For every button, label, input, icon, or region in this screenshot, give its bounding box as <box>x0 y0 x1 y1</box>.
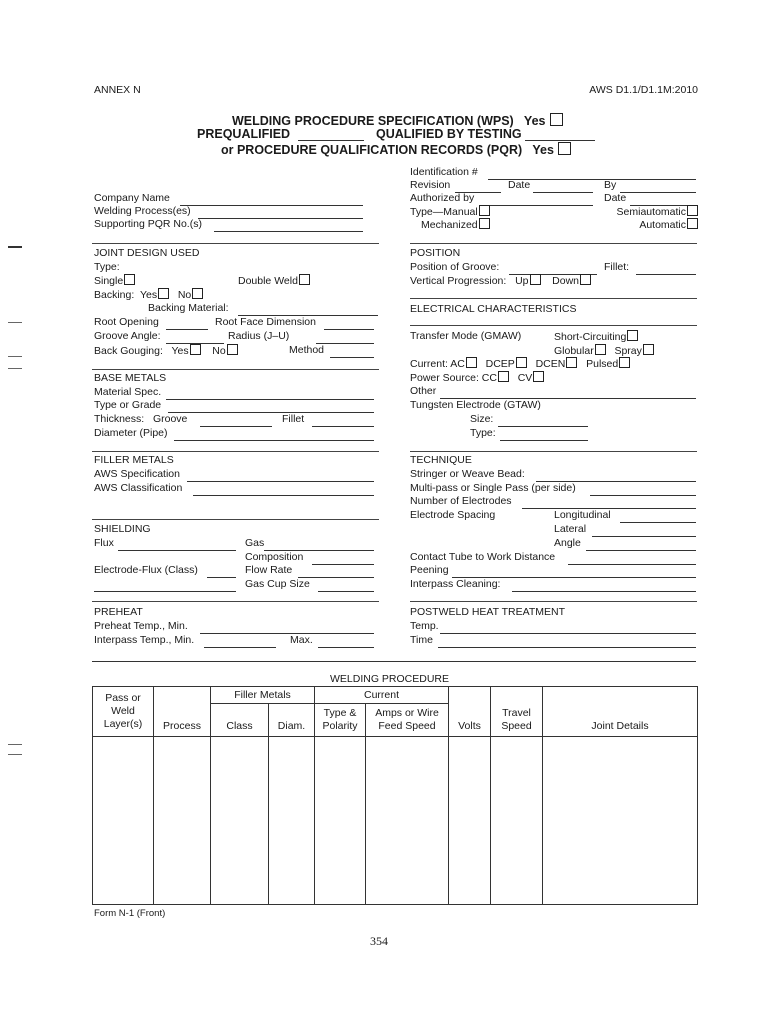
date2-label: Date <box>604 192 627 204</box>
scan-mark <box>8 754 22 755</box>
joint-type-label: Type: <box>94 261 120 273</box>
title-line3: or PROCEDURE QUALIFICATION RECORDS (PQR) <box>221 143 523 157</box>
interpass-temp-label: Interpass Temp., Min. <box>94 634 195 646</box>
spray-label: Spray <box>614 345 642 357</box>
automatic-label: Automatic <box>639 219 686 231</box>
method-label: Method <box>289 344 325 356</box>
contact-tube-label: Contact Tube to Work Distance <box>410 551 556 563</box>
welding-process-label: Welding Process(es) <box>94 205 191 217</box>
short-circuiting-checkbox[interactable] <box>627 330 638 341</box>
up-label: Up <box>515 275 529 287</box>
method-field[interactable] <box>330 347 374 358</box>
blank-line-field[interactable] <box>92 651 696 662</box>
supporting-pqr-field[interactable] <box>214 221 363 232</box>
position-heading: POSITION <box>410 247 461 259</box>
manual-checkbox[interactable] <box>479 205 490 216</box>
scan-mark <box>8 368 22 369</box>
lateral-field[interactable] <box>592 526 696 537</box>
cc-checkbox[interactable] <box>498 371 509 382</box>
single-weld <box>94 274 135 288</box>
short-circuiting-label: Short-Circuiting <box>554 331 627 343</box>
divider <box>410 451 697 452</box>
interpass-temp-field[interactable] <box>204 637 276 648</box>
automatic <box>560 218 698 232</box>
back-gouging-yes-checkbox[interactable] <box>190 344 201 355</box>
date-field[interactable] <box>533 182 593 193</box>
type-grade-field[interactable] <box>168 402 374 413</box>
single-checkbox[interactable] <box>124 274 135 285</box>
back-gouging-row <box>94 344 238 358</box>
electrode-flux-field-2[interactable] <box>94 581 236 592</box>
peening-label: Peening <box>410 564 449 576</box>
divider <box>410 243 697 244</box>
type-polarity-header: Type & Polarity <box>315 704 366 737</box>
num-electrodes-label: Number of Electrodes <box>410 495 512 507</box>
globular <box>554 344 654 358</box>
preheat-temp-field[interactable] <box>200 623 374 634</box>
title-line1: WELDING PROCEDURE SPECIFICATION (WPS) <box>232 114 514 128</box>
spray-checkbox[interactable] <box>643 344 654 355</box>
company-name-field[interactable] <box>180 195 363 206</box>
num-electrodes-field[interactable] <box>522 498 696 509</box>
backing-yes-checkbox[interactable] <box>158 288 169 299</box>
mechanized-checkbox[interactable] <box>479 218 490 229</box>
max-label: Max. <box>290 634 313 646</box>
gas-field[interactable] <box>264 540 374 551</box>
qualified-label: QUALIFIED BY TESTING <box>376 127 522 141</box>
diameter-field[interactable] <box>174 430 374 441</box>
contact-tube-field[interactable] <box>568 554 696 565</box>
backing-no-label: No <box>177 289 192 301</box>
multipass-label: Multi-pass or Single Pass (per side) <box>410 482 576 494</box>
pwht-heading: POSTWELD HEAT TREATMENT <box>410 606 565 618</box>
semiautomatic-checkbox[interactable] <box>687 205 698 216</box>
vertical-label: Vertical Progression: <box>410 275 507 287</box>
material-spec-label: Material Spec. <box>94 386 162 398</box>
aws-class-field[interactable] <box>193 485 374 496</box>
diam-cell[interactable] <box>269 737 315 905</box>
scan-mark <box>8 322 22 323</box>
power-source-row <box>410 371 544 385</box>
pqr-yes-checkbox[interactable] <box>558 142 571 155</box>
travel-speed-cell[interactable] <box>491 737 543 905</box>
composition-label: Composition <box>245 551 304 563</box>
thickness-groove-label: Groove <box>152 413 188 425</box>
divider <box>92 369 379 370</box>
filler-heading: FILLER METALS <box>94 454 174 466</box>
aws-spec-field[interactable] <box>187 471 374 482</box>
single-label: Single <box>94 275 124 287</box>
dcen-checkbox[interactable] <box>566 357 577 368</box>
backing-no-checkbox[interactable] <box>192 288 203 299</box>
by-field[interactable] <box>620 182 696 193</box>
current-row <box>410 357 630 371</box>
shielding-heading: SHIELDING <box>94 523 151 535</box>
volts-header: Volts <box>449 687 491 737</box>
groove-angle-field[interactable] <box>166 333 224 344</box>
back-gouging-no-label: No <box>212 345 226 357</box>
back-gouging-no-checkbox[interactable] <box>227 344 238 355</box>
form-label: Form N-1 (Front) <box>94 908 166 919</box>
date-label: Date <box>508 179 531 191</box>
thickness-fillet-field[interactable] <box>312 416 374 427</box>
joint-details-header: Joint Details <box>543 687 698 737</box>
pwht-time-field[interactable] <box>438 637 696 648</box>
electrical-heading: ELECTRICAL CHARACTERISTICS <box>410 303 577 315</box>
pulsed-checkbox[interactable] <box>619 357 630 368</box>
cv-checkbox[interactable] <box>533 371 544 382</box>
type-polarity-cell[interactable] <box>315 737 366 905</box>
thickness-row <box>94 413 187 426</box>
joint-details-cell[interactable] <box>543 737 698 905</box>
class-header: Class <box>211 704 269 737</box>
semiautomatic-label: Semiautomatic <box>616 206 686 218</box>
welding-procedure-table <box>92 686 698 905</box>
type-manual <box>410 205 490 219</box>
root-opening-field[interactable] <box>166 319 208 330</box>
other-field[interactable] <box>440 388 696 399</box>
amps-header: Amps or Wire Feed Speed <box>366 704 449 737</box>
title-yes-label: Yes <box>523 114 546 128</box>
volts-cell[interactable] <box>449 737 491 905</box>
prequalified-field[interactable] <box>298 130 364 141</box>
ac-checkbox[interactable] <box>466 357 477 368</box>
class-cell[interactable] <box>211 737 269 905</box>
gas-cup-field[interactable] <box>318 581 374 592</box>
backing-material-label: Backing Material: <box>148 302 229 314</box>
power-source-label: Power Source: CC <box>410 372 497 384</box>
globular-label: Globular <box>554 345 594 357</box>
by-label: By <box>604 179 617 191</box>
base-metals-heading: BASE METALS <box>94 372 167 384</box>
divider <box>92 451 379 452</box>
backing-material-field[interactable] <box>238 305 378 316</box>
material-spec-field[interactable] <box>166 389 374 400</box>
double-label: Double Weld <box>238 275 298 287</box>
electrode-spacing-label: Electrode Spacing <box>410 509 496 521</box>
travel-speed-header: Travel Speed <box>491 687 543 737</box>
dcep-label: DCEP <box>485 358 515 370</box>
root-opening-label: Root Opening <box>94 316 159 328</box>
double-weld <box>238 274 310 288</box>
flow-rate-field[interactable] <box>298 567 374 578</box>
tungsten-size-label: Size: <box>470 413 494 425</box>
process-header: Process <box>154 687 211 737</box>
gas-cup-label: Gas Cup Size <box>245 578 310 590</box>
supporting-pqr-label: Supporting PQR No.(s) <box>94 218 202 230</box>
pwht-time-label: Time <box>410 634 433 646</box>
wps-yes-checkbox[interactable] <box>550 113 563 126</box>
max-field[interactable] <box>318 637 374 648</box>
interpass-cleaning-label: Interpass Cleaning: <box>410 578 501 590</box>
backing-yes-label: Yes <box>139 289 158 301</box>
filler-metals-header: Filler Metals <box>211 687 315 704</box>
backing-label: Backing: <box>94 289 135 301</box>
divider <box>92 243 379 244</box>
identification-label: Identification # <box>410 166 478 178</box>
tungsten-type-field[interactable] <box>500 430 588 441</box>
semiautomatic <box>560 205 698 219</box>
up-checkbox[interactable] <box>530 274 541 285</box>
scan-mark <box>8 744 22 745</box>
diameter-label: Diameter (Pipe) <box>94 427 168 439</box>
thickness-groove-field[interactable] <box>200 416 272 427</box>
prequalified-label: PREQUALIFIED <box>197 127 291 141</box>
tungsten-label: Tungsten Electrode (GTAW) <box>410 399 541 411</box>
automatic-checkbox[interactable] <box>687 218 698 229</box>
type-grade-label: Type or Grade <box>94 399 162 411</box>
angle-field[interactable] <box>586 540 696 551</box>
dcep-checkbox[interactable] <box>516 357 527 368</box>
groove-angle-label: Groove Angle: <box>94 330 161 342</box>
stringer-label: Stringer or Weave Bead: <box>410 468 525 480</box>
pass-cell[interactable] <box>93 737 154 905</box>
divider <box>410 325 697 326</box>
radius-label: Radius (J–U) <box>228 330 290 342</box>
company-name-label: Company Name <box>94 192 170 204</box>
interpass-cleaning-field[interactable] <box>512 581 696 592</box>
dcen-label: DCEN <box>535 358 566 370</box>
joint-heading: JOINT DESIGN USED <box>94 247 200 259</box>
pwht-temp-label: Temp. <box>410 620 439 632</box>
down-label: Down <box>552 275 580 287</box>
down-checkbox[interactable] <box>580 274 591 285</box>
procedure-heading: WELDING PROCEDURE <box>330 673 450 685</box>
scan-mark <box>8 356 22 357</box>
backing-row <box>94 288 203 302</box>
peening-field[interactable] <box>452 567 696 578</box>
divider <box>92 601 379 602</box>
code-label: AWS D1.1/D1.1M:2010 <box>589 84 698 96</box>
cv-label: CV <box>517 372 533 384</box>
divider <box>410 601 697 602</box>
electrode-flux-label: Electrode-Flux (Class) <box>94 564 198 576</box>
qualified-field[interactable] <box>525 130 595 141</box>
back-gouging-yes-label: Yes <box>171 345 189 357</box>
diam-header: Diam. <box>269 704 315 737</box>
root-face-label: Root Face Dimension <box>215 316 316 328</box>
amps-cell[interactable] <box>366 737 449 905</box>
flux-field[interactable] <box>118 540 236 551</box>
preheat-heading: PREHEAT <box>94 606 143 618</box>
groove-position-label: Position of Groove: <box>410 261 500 273</box>
back-gouging-label: Back Gouging: <box>94 345 163 357</box>
globular-checkbox[interactable] <box>595 344 606 355</box>
transfer-mode-label: Transfer Mode (GMAW) <box>410 330 522 342</box>
revision-label: Revision <box>410 179 451 191</box>
pwht-temp-field[interactable] <box>440 623 696 634</box>
longitudinal-label: Longitudinal <box>554 509 611 521</box>
annex-label: ANNEX N <box>94 84 141 96</box>
scan-mark <box>8 246 22 248</box>
welding-process-field[interactable] <box>198 208 363 219</box>
multipass-field[interactable] <box>590 485 696 496</box>
lateral-label: Lateral <box>554 523 587 535</box>
preheat-temp-label: Preheat Temp., Min. <box>94 620 188 632</box>
flux-label: Flux <box>94 537 114 549</box>
technique-heading: TECHNIQUE <box>410 454 472 466</box>
title-pqr <box>221 142 571 158</box>
longitudinal-field[interactable] <box>620 512 696 523</box>
pulsed-label: Pulsed <box>586 358 619 370</box>
vertical-progression <box>410 274 591 288</box>
thickness-label: Thickness: <box>94 413 145 425</box>
process-cell[interactable] <box>154 737 211 905</box>
current-ac-label: Current: AC <box>410 358 465 370</box>
electrode-flux-field[interactable] <box>207 567 236 578</box>
thickness-fillet-label: Fillet <box>282 413 305 425</box>
title-yes-label-2: Yes <box>532 143 554 157</box>
aws-class-label: AWS Classification <box>94 482 183 494</box>
composition-field[interactable] <box>312 554 374 565</box>
flow-rate-label: Flow Rate <box>245 564 293 576</box>
fillet-position-label: Fillet: <box>604 261 630 273</box>
root-face-field[interactable] <box>324 319 374 330</box>
angle-label: Angle <box>554 537 581 549</box>
mechanized-label: Mechanized <box>421 219 478 231</box>
pass-or-weld-header: Pass or Weld Layer(s) <box>93 687 154 737</box>
authorized-label: Authorized by <box>410 192 475 204</box>
current-header: Current <box>315 687 449 704</box>
mechanized <box>421 218 490 232</box>
divider <box>92 519 379 520</box>
gas-label: Gas <box>245 537 265 549</box>
type-manual-label: Type—Manual <box>410 206 478 218</box>
tungsten-type-label: Type: <box>470 427 496 439</box>
divider <box>410 298 697 299</box>
tungsten-size-field[interactable] <box>498 416 588 427</box>
other-label: Other <box>410 385 437 397</box>
short-circuiting <box>554 330 638 344</box>
fillet-position-field[interactable] <box>636 264 696 275</box>
page-number: 354 <box>370 934 388 948</box>
radius-field[interactable] <box>316 333 374 344</box>
aws-spec-label: AWS Specification <box>94 468 180 480</box>
stringer-field[interactable] <box>536 471 696 482</box>
double-checkbox[interactable] <box>299 274 310 285</box>
